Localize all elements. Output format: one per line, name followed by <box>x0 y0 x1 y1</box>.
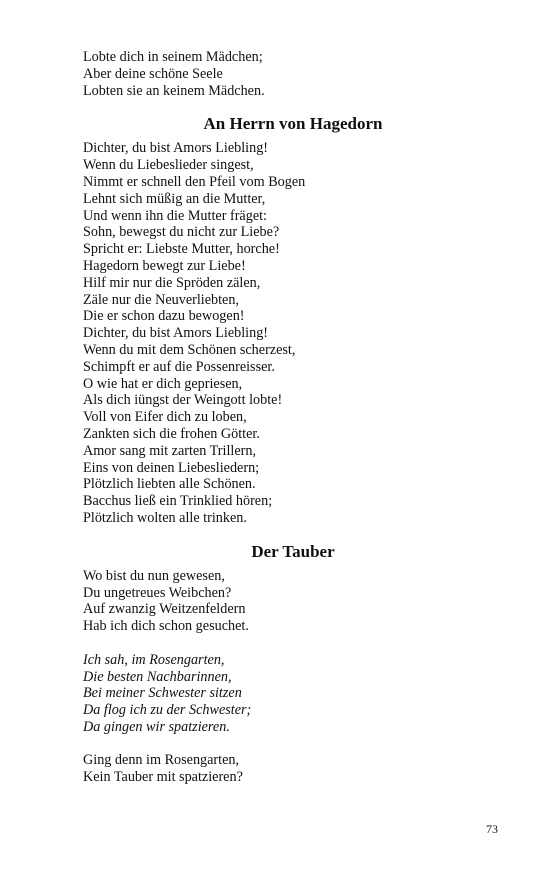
poem-line: Und wenn ihn die Mutter fräget: <box>83 207 267 224</box>
poem-title: An Herrn von Hagedorn <box>203 114 383 134</box>
poem-line: Nimmt er schnell den Pfeil vom Bogen <box>83 173 306 190</box>
poem-line: Wenn du mit dem Schönen scherzest, <box>83 341 296 358</box>
poem-line: Plötzlich wolten alle trinken. <box>83 509 247 526</box>
poem-line: Lehnt sich müßig an die Mutter, <box>83 190 266 207</box>
poem-stanza <box>83 752 503 786</box>
poem-line: Dichter, du bist Amors Liebling! <box>83 325 269 342</box>
poem-line: Auf zwanzig Weitzenfeldern <box>83 601 246 618</box>
poem-line: Die besten Nachbarinnen, <box>83 668 232 685</box>
poem-line: Sohn, bewegst du nicht zur Liebe? <box>83 224 280 241</box>
poem-line: Wenn du Liebeslieder singest, <box>83 157 254 174</box>
poem-line: Schimpft er auf die Possenreisser. <box>83 358 275 375</box>
poem-line: Ich sah, im Rosengarten, <box>83 651 225 668</box>
poem-line: Voll von Eifer dich zu loben, <box>83 409 247 426</box>
poem-body <box>83 140 503 526</box>
poem-title: Der Tauber <box>251 541 335 561</box>
poem-line: Spricht er: Liebste Mutter, horche! <box>83 241 280 258</box>
poem-line: Bacchus ließ ein Trinklied hören; <box>83 493 273 510</box>
poem-line: O wie hat er dich gepriesen, <box>83 375 243 392</box>
poem-line: Aber deine schöne Seele <box>83 65 223 82</box>
poem-line: Du ungetreues Weibchen? <box>83 584 232 601</box>
poem-line: Lobten sie an keinem Mädchen. <box>83 82 265 99</box>
poem-line: Hagedorn bewegt zur Liebe! <box>83 257 246 274</box>
poem-line: Zäle nur die Neuverliebten, <box>83 291 239 308</box>
poem-line: Kein Tauber mit spatzieren? <box>83 769 243 786</box>
fragment-stanza <box>83 49 503 99</box>
poem-line: Hilf mir nur die Spröden zälen, <box>83 274 261 291</box>
poem-line: Da flog ich zu der Schwester; <box>83 702 252 719</box>
poem-line: Plötzlich liebten alle Schönen. <box>83 476 256 493</box>
poem-line: Die er schon dazu bewogen! <box>83 308 245 325</box>
poem-stanza-italic <box>83 652 503 736</box>
poem-line: Wo bist du nun gewesen, <box>83 567 225 584</box>
poem-line: Zankten sich die frohen Götter. <box>83 425 260 442</box>
poem-line: Lobte dich in seinem Mädchen; <box>83 49 263 65</box>
poem-line: Eins von deinen Liebesliedern; <box>83 459 260 476</box>
poem-line: Bei meiner Schwester sitzen <box>83 685 242 702</box>
poem-line: Hab ich dich schon gesuchet. <box>83 618 249 635</box>
page-number: 73 <box>486 822 498 836</box>
poem-line: Amor sang mit zarten Trillern, <box>83 442 256 459</box>
poem-stanza <box>83 568 503 635</box>
poem-line: Da gingen wir spatzieren. <box>83 718 230 735</box>
poem-line: Dichter, du bist Amors Liebling! <box>83 140 269 157</box>
poem-line: Ging denn im Rosengarten, <box>83 752 240 769</box>
poem-line: Als dich iüngst der Weingott lobte! <box>83 392 283 409</box>
page-content <box>83 49 503 786</box>
